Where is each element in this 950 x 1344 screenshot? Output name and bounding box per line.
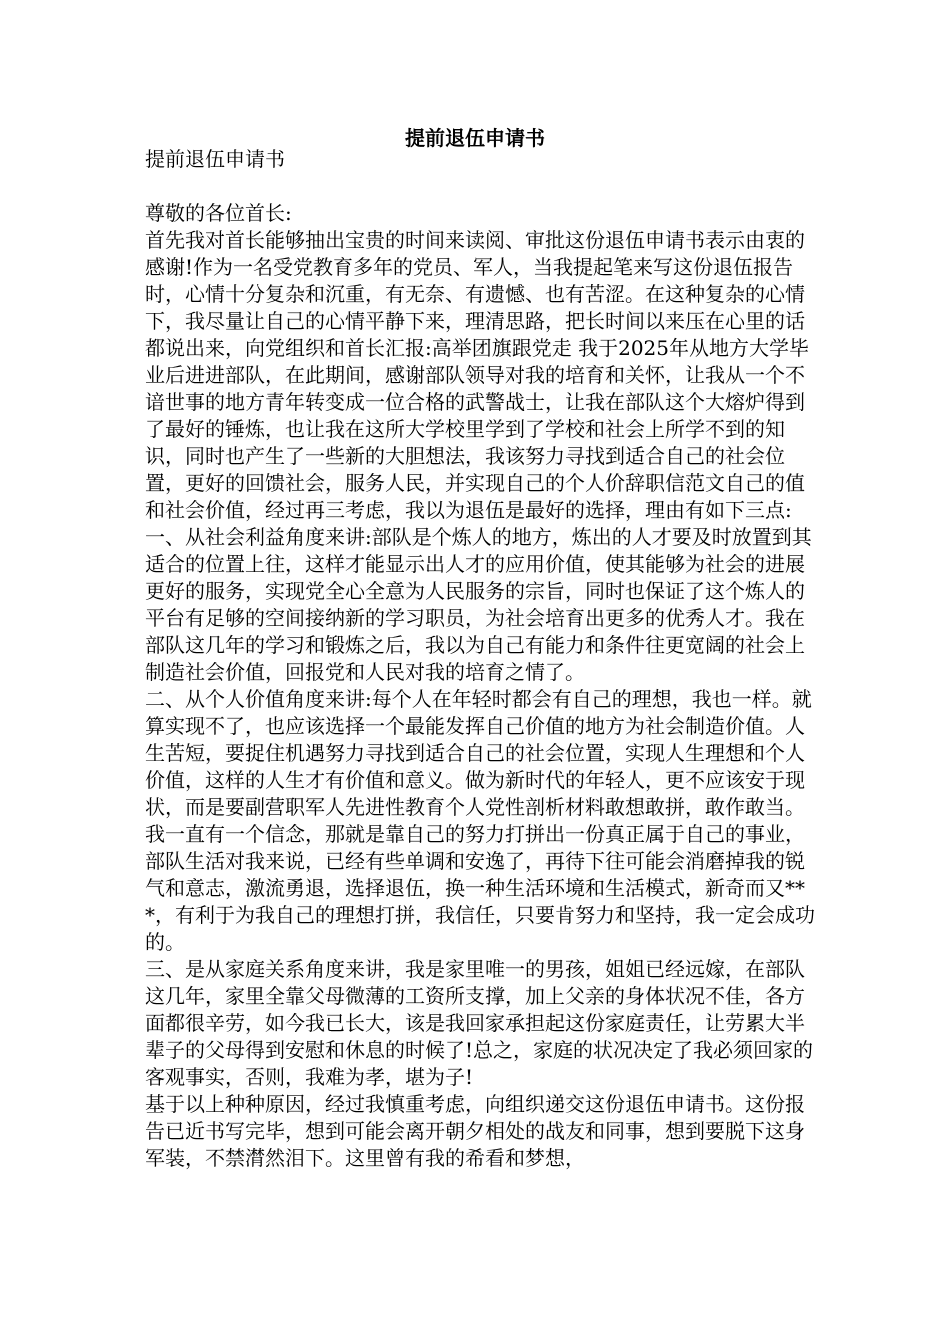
paragraph-reason-personal: 二、从个人价值角度来讲:每个人在年轻时都会有自己的理想，我也一样。就算实现不了，也应该选择一个最能发挥自己价值的地方为社会制造价值。人生苦短，要捉住机遇努力寻找到适合自己的社会位置，实现人生理想和个人价值，这样的人生才有价值和意义。做为新时代的年轻人，更不应该安于现状，而是要副营职军人先进性教育个人党性剖析材料敢想敢拼，敢作敢当。我一直有一个信念，那就是靠自己的努力打拼出一份真正属于自己的事业，部队生活对我来说，已经有些单调和安逸了，再待下往可能会消磨掉我的锐气和意志，激流勇退，选择退伍，换一种生活环境和生活模式，新奇而又***，有利于为我自己的理想打拼，我信任，只要肯努力和坚持，我一定会成功的。 [145, 687, 815, 954]
paragraph-conclusion: 基于以上种种原因，经过我慎重考虑，向组织递交这份退伍申请书。这份报告已近书写完毕，想到可能会离开朝夕相处的战友和同事，想到要脱下这身军装，不禁潸然泪下。这里曾有我的希看和梦想， [145, 1092, 805, 1170]
document-body [145, 146, 815, 1172]
paragraph-intro: 首先我对首长能够抽出宝贵的时间来读阅、审批这份退伍申请书表示由衷的感谢!作为一名受党教育多年的党员、军人，当我提起笔来写这份退伍报告时，心情十分复杂和沉重，有无奈、有遗憾、也有苦涩。在这种复杂的心情下，我尽量让自己的心情平静下来，理清思路，把长时间以来压在心里的话都说出来，向党组织和首长汇报:高举团旗跟党走 我于2025年从地方大学毕业后进进部队，在此期间，感谢部队领导对我的培育和关怀，让我从一个不谙世事的地方青年转变成一位合格的武警战士，让我在部队这个大熔炉得到了最好的锤炼，也让我在这所大学校里学到了学校和社会上所学不到的知识，同时也产生了一些新的大胆想法，我该努力寻找到适合自己的社会位置，更好的回馈社会，服务人民，并实现自己的个人价辞职信范文自己的值和社会价值，经过再三考虑，我以为退伍是最好的选择，理由有如下三点: [145, 228, 809, 522]
document-subtitle: 提前退伍申请书 [145, 147, 285, 171]
paragraph-reason-family: 三、是从家庭关系角度来讲，我是家里唯一的男孩，姐姐已经远嫁，在部队这几年，家里全靠父母微薄的工资所支撑，加上父亲的身体状况不佳，各方面都很辛劳，如今我已长大，该是我回家承担起这份家庭责任，让劳累大半辈子的父母得到安慰和休息的时候了!总之，家庭的状况决定了我必须回家的客观事实，否则，我难为孝，堪为子! [145, 957, 814, 1089]
document-title: 提前退伍申请书 [405, 126, 545, 150]
blank-line [145, 173, 815, 200]
salutation: 尊敬的各位首长: [145, 201, 292, 225]
paragraph-reason-social: 一、从社会利益角度来讲:部队是个炼人的地方，炼出的人才要及时放置到其适合的位置上往，这样才能显示出人才的应用价值，使其能够为社会的进展更好的服务，实现党全心全意为人民服务的宗旨，同时也保证了这个炼人的平台有足够的空间接纳新的学习职员，为社会培育出更多的优秀人才。我在部队这几年的学习和锻炼之后，我以为自己有能力和条件往更宽阔的社会上制造社会价值，回报党和人民对我的培育之情了。 [145, 525, 812, 684]
